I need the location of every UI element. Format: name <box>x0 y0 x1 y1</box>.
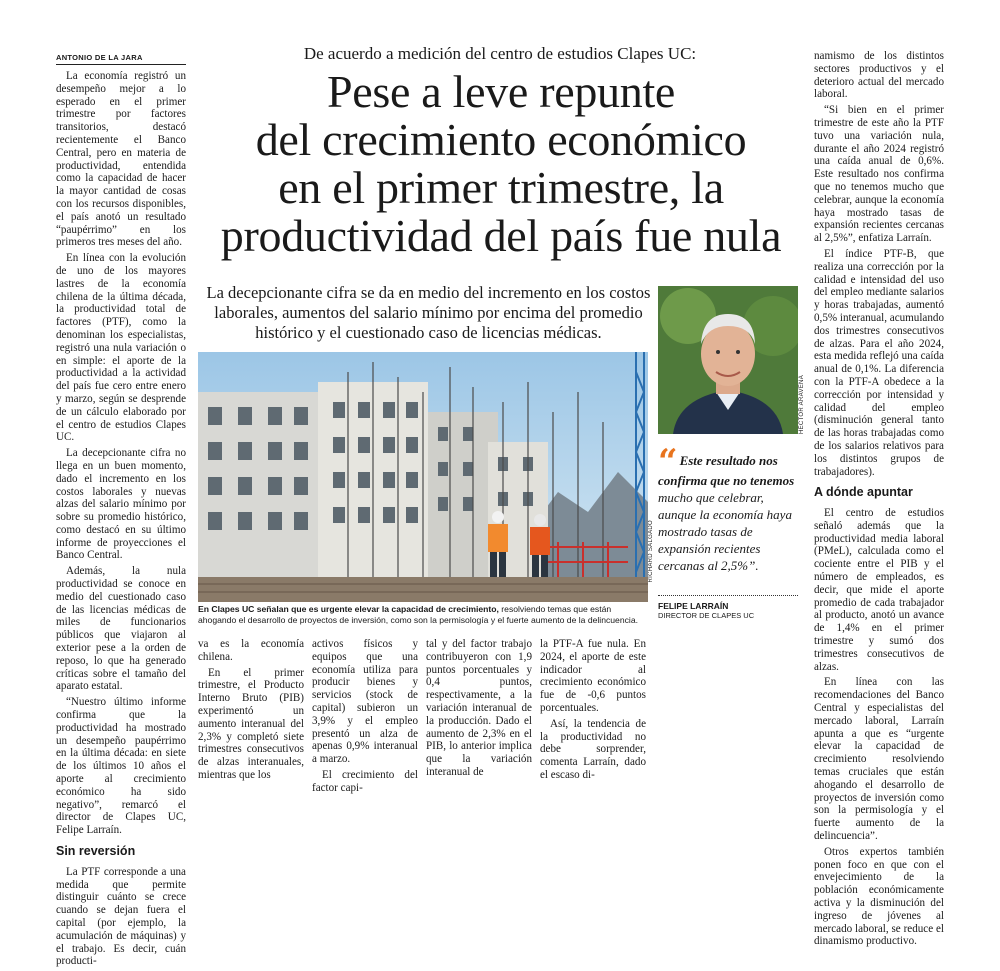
byline: ANTONIO DE LA JARA <box>56 53 143 62</box>
quote-role: DIRECTOR DE CLAPES UC <box>658 611 755 620</box>
paragraph: tal y del factor trabajo contribuyeron con 1,9 puntos porcentuales y 0,4 puntos, respectivamente, a la variación interanual de la producción. Dado el aumento de 2,3% en el PIB, lo anterior implica que la variación interanual de <box>426 638 532 778</box>
article-column-bottom-4 <box>540 638 646 785</box>
paragraph: “Si bien en el primer trimestre de este año la PTF tuvo una variación nula, durante el año 2024 registró una caída anual de 0,6%. Este resultado nos confirma que no tenemos mucho que celebrar, aunque la economía haya mostrado tasas de expansión recientes cercanas al 2,5%”, enfatiza Larraín. <box>814 104 944 245</box>
paragraph: En el primer trimestre, el Producto Interno Bruto (PIB) experimentó un aumento interanual del 2,3% y completó siete trimestres consecutivos de alzas interanuales, mientras que los <box>198 666 304 781</box>
paragraph: La PTF corresponde a una medida que permite distinguir cuánto se crece cuando se dejan fuera el capital (por ejemplo, la acumulación de máquinas) y el trabajo. Es decir, cuán producti- <box>56 865 186 968</box>
article-column-bottom-1 <box>198 638 304 785</box>
paragraph: En línea con las recomendaciones del Banco Central y especialistas del mercado laboral, Larraín apunta a que es “urgente elevar la capacidad de crecimiento resolviendo temas cruciales que están ahogando el desarrollo de proyectos de inversión como son la permisología y el fuerte aumento de la delincuencia”. <box>814 676 944 843</box>
headline-line: en el primer trimestre, la <box>278 162 724 213</box>
subhead-sin-reversion: Sin reversión <box>56 844 136 859</box>
photo-caption <box>198 604 648 626</box>
subhead-a-donde-apuntar: A dónde apuntar <box>814 485 913 500</box>
article-column-right <box>814 50 944 951</box>
paragraph: En línea con la evolución de uno de los mayores lastres de la economía chilena de la última década, la productividad total de factores (PTF), como la denominan los especialistas, registró una nula variación o en simple: el aporte de la productividad a la actividad del país fue cero entre enero y marzo, según se desprende de un cálculo elaborado por el centro de estudios Clapes UC. <box>56 252 186 444</box>
caption-text: resolviendo temas que están ahogando el desarrollo de proyectos de inversión, como son la permisología y el fuerte aumento de la delincuencia. <box>198 604 638 625</box>
headline-line: del crecimiento económico <box>255 114 747 165</box>
paragraph: va es la economía chilena. <box>198 638 304 663</box>
article-column-bottom-3 <box>426 638 532 782</box>
paragraph: Así, la tendencia de la productividad no debe sorprender, comenta Larraín, dado el escaso di- <box>540 717 646 781</box>
paragraph: activos físicos y equipos que una economía utiliza para producir bienes y servicios (stock de capital) subieron un 3,9% y el empleo presentó un alza de apenas 0,9% interanual a marzo. <box>312 638 418 766</box>
caption-bold: En Clapes UC señalan que es urgente elevar la capacidad de crecimiento, <box>198 604 499 614</box>
paragraph: Además, la nula productividad se conoce en medio del cuestionado caso de las licencias médicas de miles de funcionarios públicos que viajaron al exterior pese a la orden de reposo, lo que ha generado críticas sobre el tamaño del aparato estatal. <box>56 565 186 693</box>
quote-bold: Este resultado nos confirma que no tenemos <box>658 453 795 488</box>
portrait-illustration <box>658 286 798 434</box>
headline <box>196 68 806 260</box>
portrait-photo <box>658 286 798 434</box>
photo-credit: RICHARD SALGADO <box>648 520 654 583</box>
deck: La decepcionante cifra se da en medio del incremento en los costos laborales, aumentos del salario mínimo por encima del promedio histórico y el cuestionado caso de licencias médicas. <box>206 283 651 342</box>
quote-text: mucho que celebrar, aunque la economía haya mostrado tasas de expansión recientes cercanas al 2,5%”. <box>658 490 792 573</box>
kicker: De acuerdo a medición del centro de estudios Clapes UC: <box>303 44 697 63</box>
paragraph: La economía registró un desempeño mejor a lo esperado en el primer trimestre por factores transitorios, destacó recientemente el Banco Central, pero en materia de productividad, entendida como la capacidad de hacer la mayor cantidad de cosas con los recursos disponibles, el país anotó un resultado “paupérrimo” en los primeros tres meses del año. <box>56 70 186 249</box>
paragraph: namismo de los distintos sectores productivos y el deterioro actual del mercado laboral. <box>814 50 944 101</box>
article-column-bottom-2 <box>312 638 418 798</box>
pull-quote <box>658 442 798 574</box>
construction-illustration <box>198 352 648 602</box>
paragraph: La decepcionante cifra no llega en un buen momento, dado el incremento en los costos laborales y nuevas alzas del salario mínimo por sobre su promedio histórico, como destacó en su último informe de proyecciones el Banco Central. <box>56 447 186 562</box>
paragraph: “Nuestro último informe confirma que la productividad ha mostrado un desempeño paupérrimo en la última década: en siete de los últimos 10 años el aporte al crecimiento económico ha sido negativo”, remarcó el director de Clapes UC, Felipe Larraín. <box>56 696 186 837</box>
headline-line: productividad del país fue nula <box>220 210 782 261</box>
quote-name: FELIPE LARRAÍN <box>658 601 729 611</box>
paragraph: El índice PTF-B, que realiza una corrección por la calidad e intensidad del uso del empleo mediante salarios y horas trabajadas, aumentó 0,5% interanual, acumulando dos trimestres consecutivos de alzas. Para el año 2024, esta medida reflejó una caída anual de 0,1%. La diferencia con la PTF-A obedece a la corrección por intensidad y calidad del empleo (disminución general tanto de las horas trabajadas como de los salarios relativos para los distintos grupos de trabajadores). <box>814 247 944 478</box>
headline-line: Pese a leve repunte <box>326 66 676 117</box>
portrait-credit: HÉCTOR ARAVENA <box>799 375 805 434</box>
byline-rule <box>56 64 186 65</box>
paragraph: El crecimiento del factor capi- <box>312 768 418 794</box>
article-column-left <box>56 70 186 971</box>
paragraph: El centro de estudios señaló además que la productividad media laboral (PMeL), calculada como el cociente entre el PIB y el número de empleados, es decir, que mide el aporte promedio de cada trabajador al producto, anotó un avance de 1,4% en el primer trimestre y sumó dos trimestres consecutivos de alzas. <box>814 507 944 673</box>
paragraph: Otros expertos también ponen foco en que con el envejecimiento de la población económicamente activa y la disminución del ingreso de jóvenes al mercado laboral, se reduce el dinamismo productivo. <box>814 845 944 948</box>
quote-rule <box>658 595 798 596</box>
paragraph: la PTF-A fue nula. En 2024, el aporte de este indicador al crecimiento económico fue de -0,6 puntos porcentuales. <box>540 638 646 714</box>
quote-mark-icon: “ <box>658 442 678 482</box>
construction-photo <box>198 352 648 602</box>
